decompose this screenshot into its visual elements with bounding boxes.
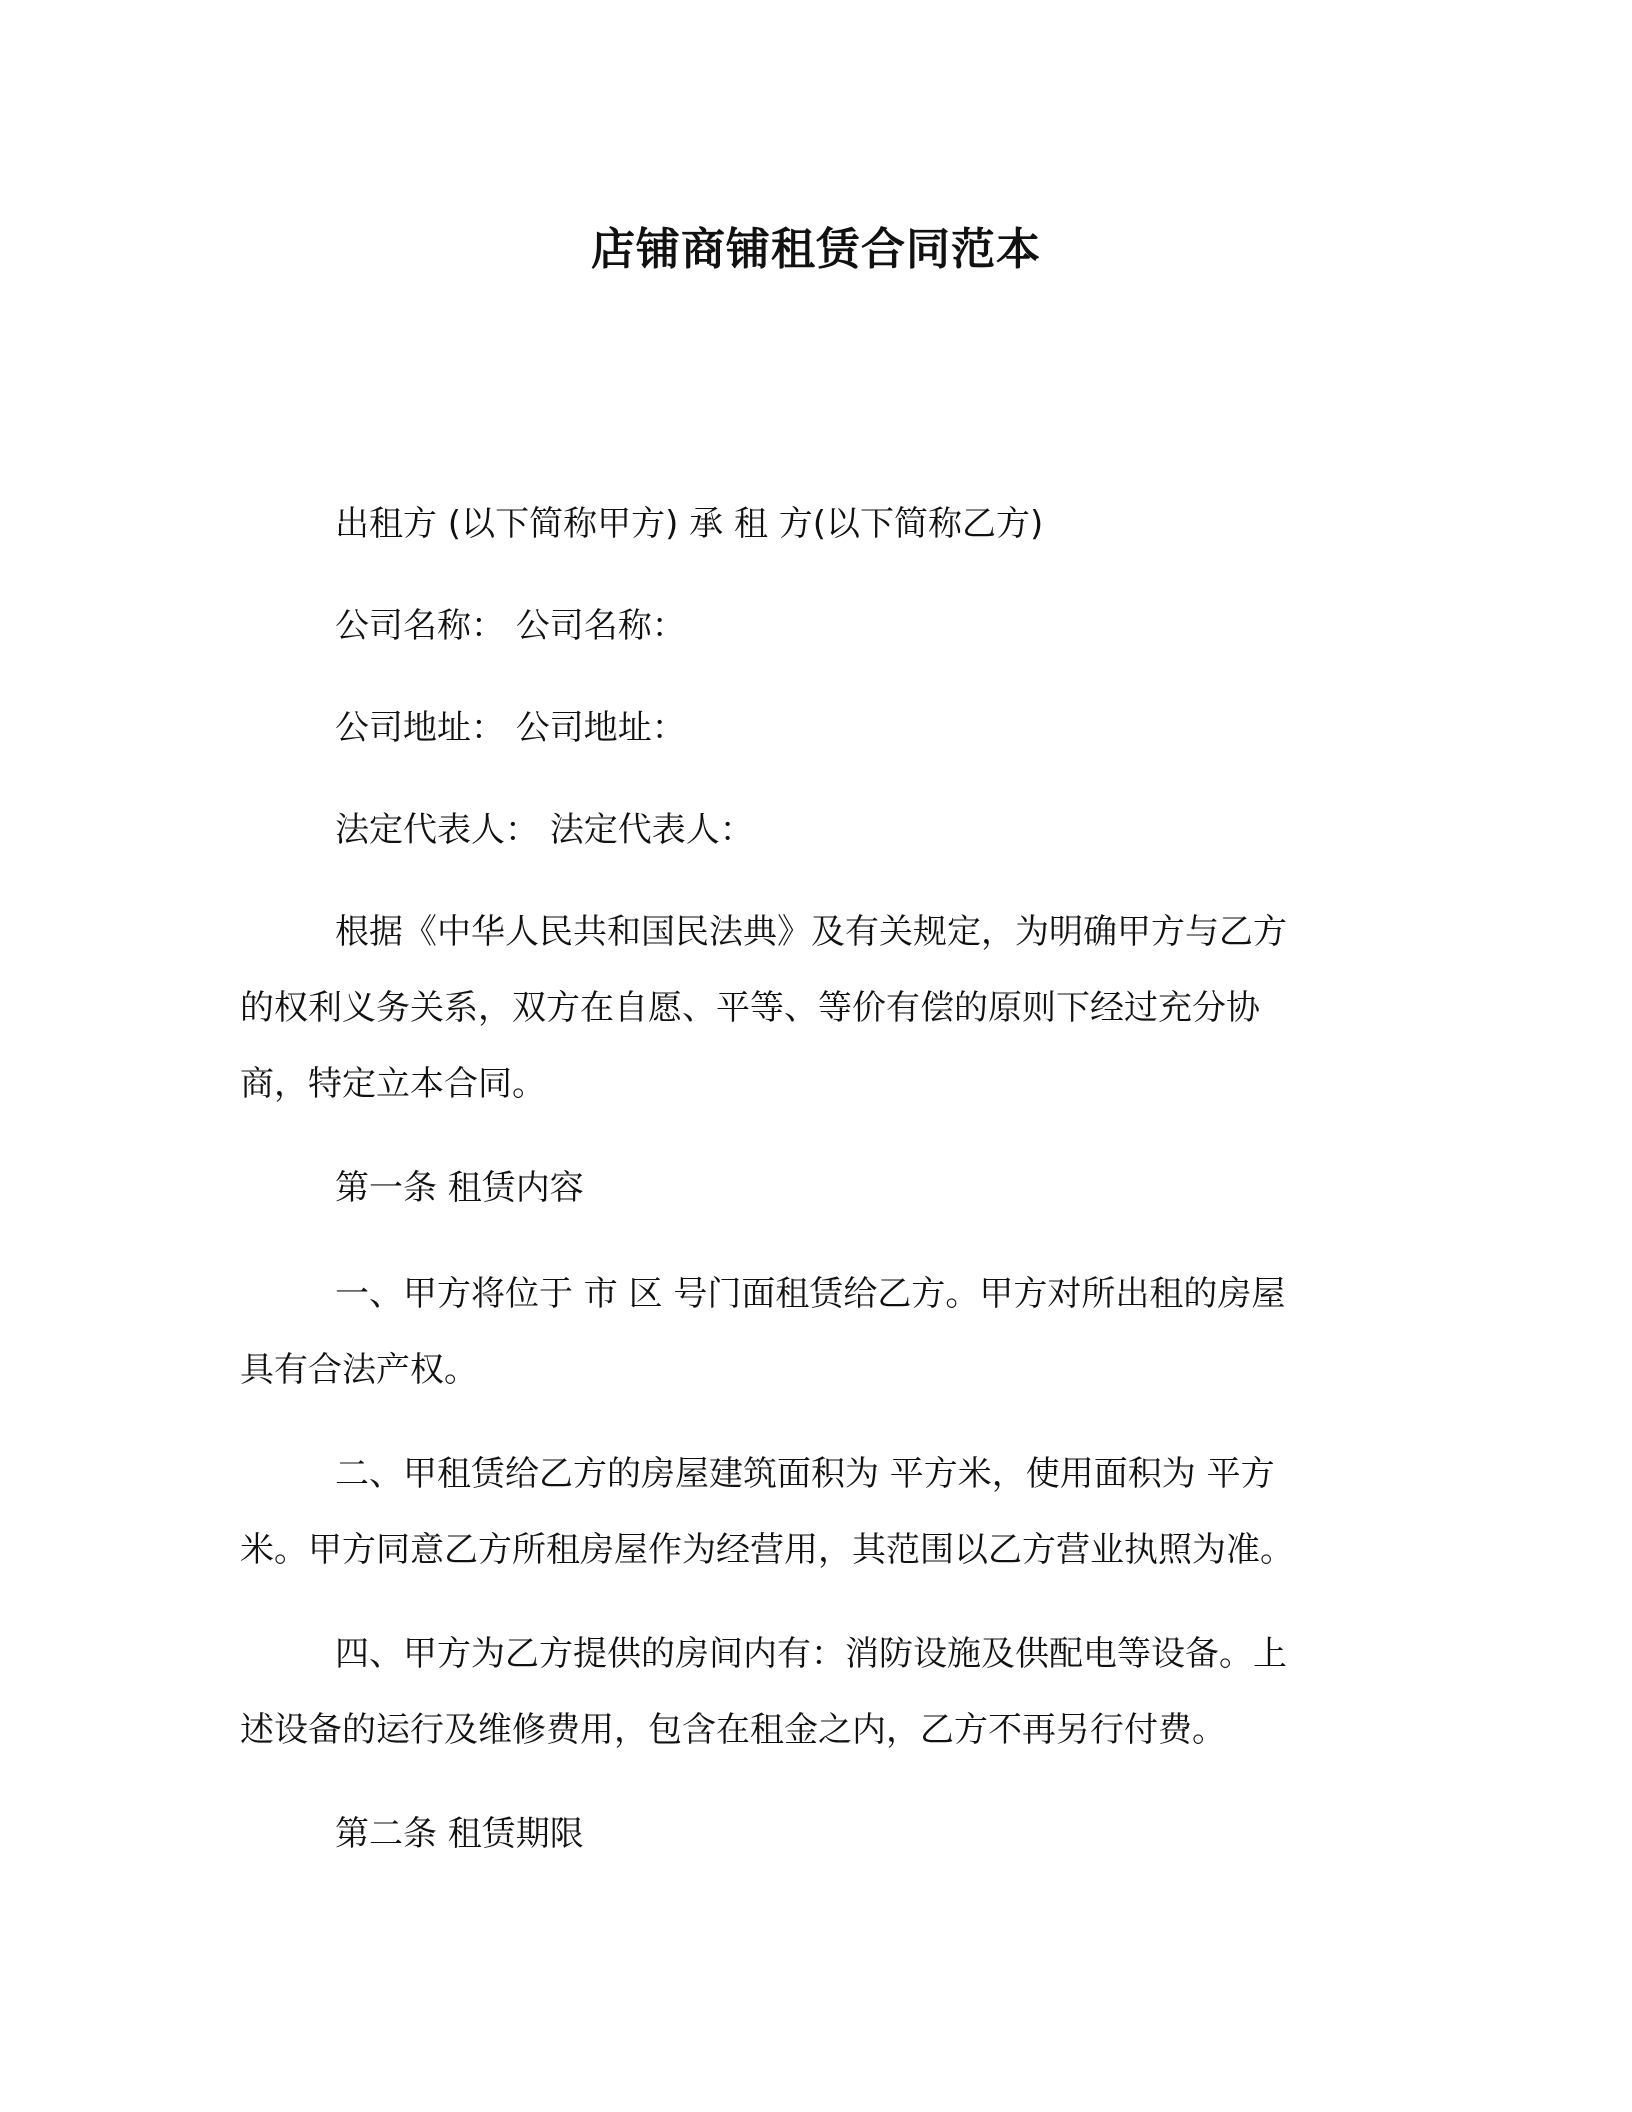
company-address-line: 公司地址： 公司地址： <box>335 708 686 748</box>
clause-2-paragraph <box>240 1436 1390 1588</box>
article-1-heading: 第一条 租赁内容 <box>335 1168 584 1208</box>
clause-4-line-2: 述设备的运行及维修费用，包含在租金之内，乙方不再另行付费。 <box>240 1710 1226 1750</box>
intro-line-2: 的权利义务关系，双方在自愿、平等、等价有偿的原则下经过充分协 <box>240 988 1260 1028</box>
article-2-heading: 第二条 租赁期限 <box>335 1814 584 1854</box>
parties-line: 出租方 (以下简称甲方) 承 租 方(以下简称乙方) <box>335 504 1044 544</box>
clause-4-line-1: 四、甲方为乙方提供的房间内有：消防设施及供配电等设备。上 <box>335 1634 1287 1674</box>
clause-4-paragraph <box>240 1616 1390 1768</box>
clause-2-line-1: 二、甲租赁给乙方的房屋建筑面积为 平方米，使用面积为 平方 <box>335 1454 1275 1494</box>
document-title: 店铺商铺租赁合同范本 <box>591 224 1041 275</box>
intro-line-3: 商，特定立本合同。 <box>240 1064 546 1104</box>
intro-paragraph <box>240 894 1390 1122</box>
clause-1-line-1: 一、甲方将位于 市 区 号门面租赁给乙方。甲方对所出租的房屋 <box>335 1274 1286 1314</box>
legal-representative-line: 法定代表人： 法定代表人： <box>335 810 754 850</box>
company-name-line: 公司名称： 公司名称： <box>335 606 686 646</box>
clause-1-paragraph <box>240 1256 1390 1408</box>
clause-2-line-2: 米。甲方同意乙方所租房屋作为经营用，其范围以乙方营业执照为准。 <box>240 1530 1294 1570</box>
intro-line-1: 根据《中华人民共和国民法典》及有关规定，为明确甲方与乙方 <box>335 912 1287 952</box>
clause-1-line-2: 具有合法产权。 <box>240 1350 478 1390</box>
